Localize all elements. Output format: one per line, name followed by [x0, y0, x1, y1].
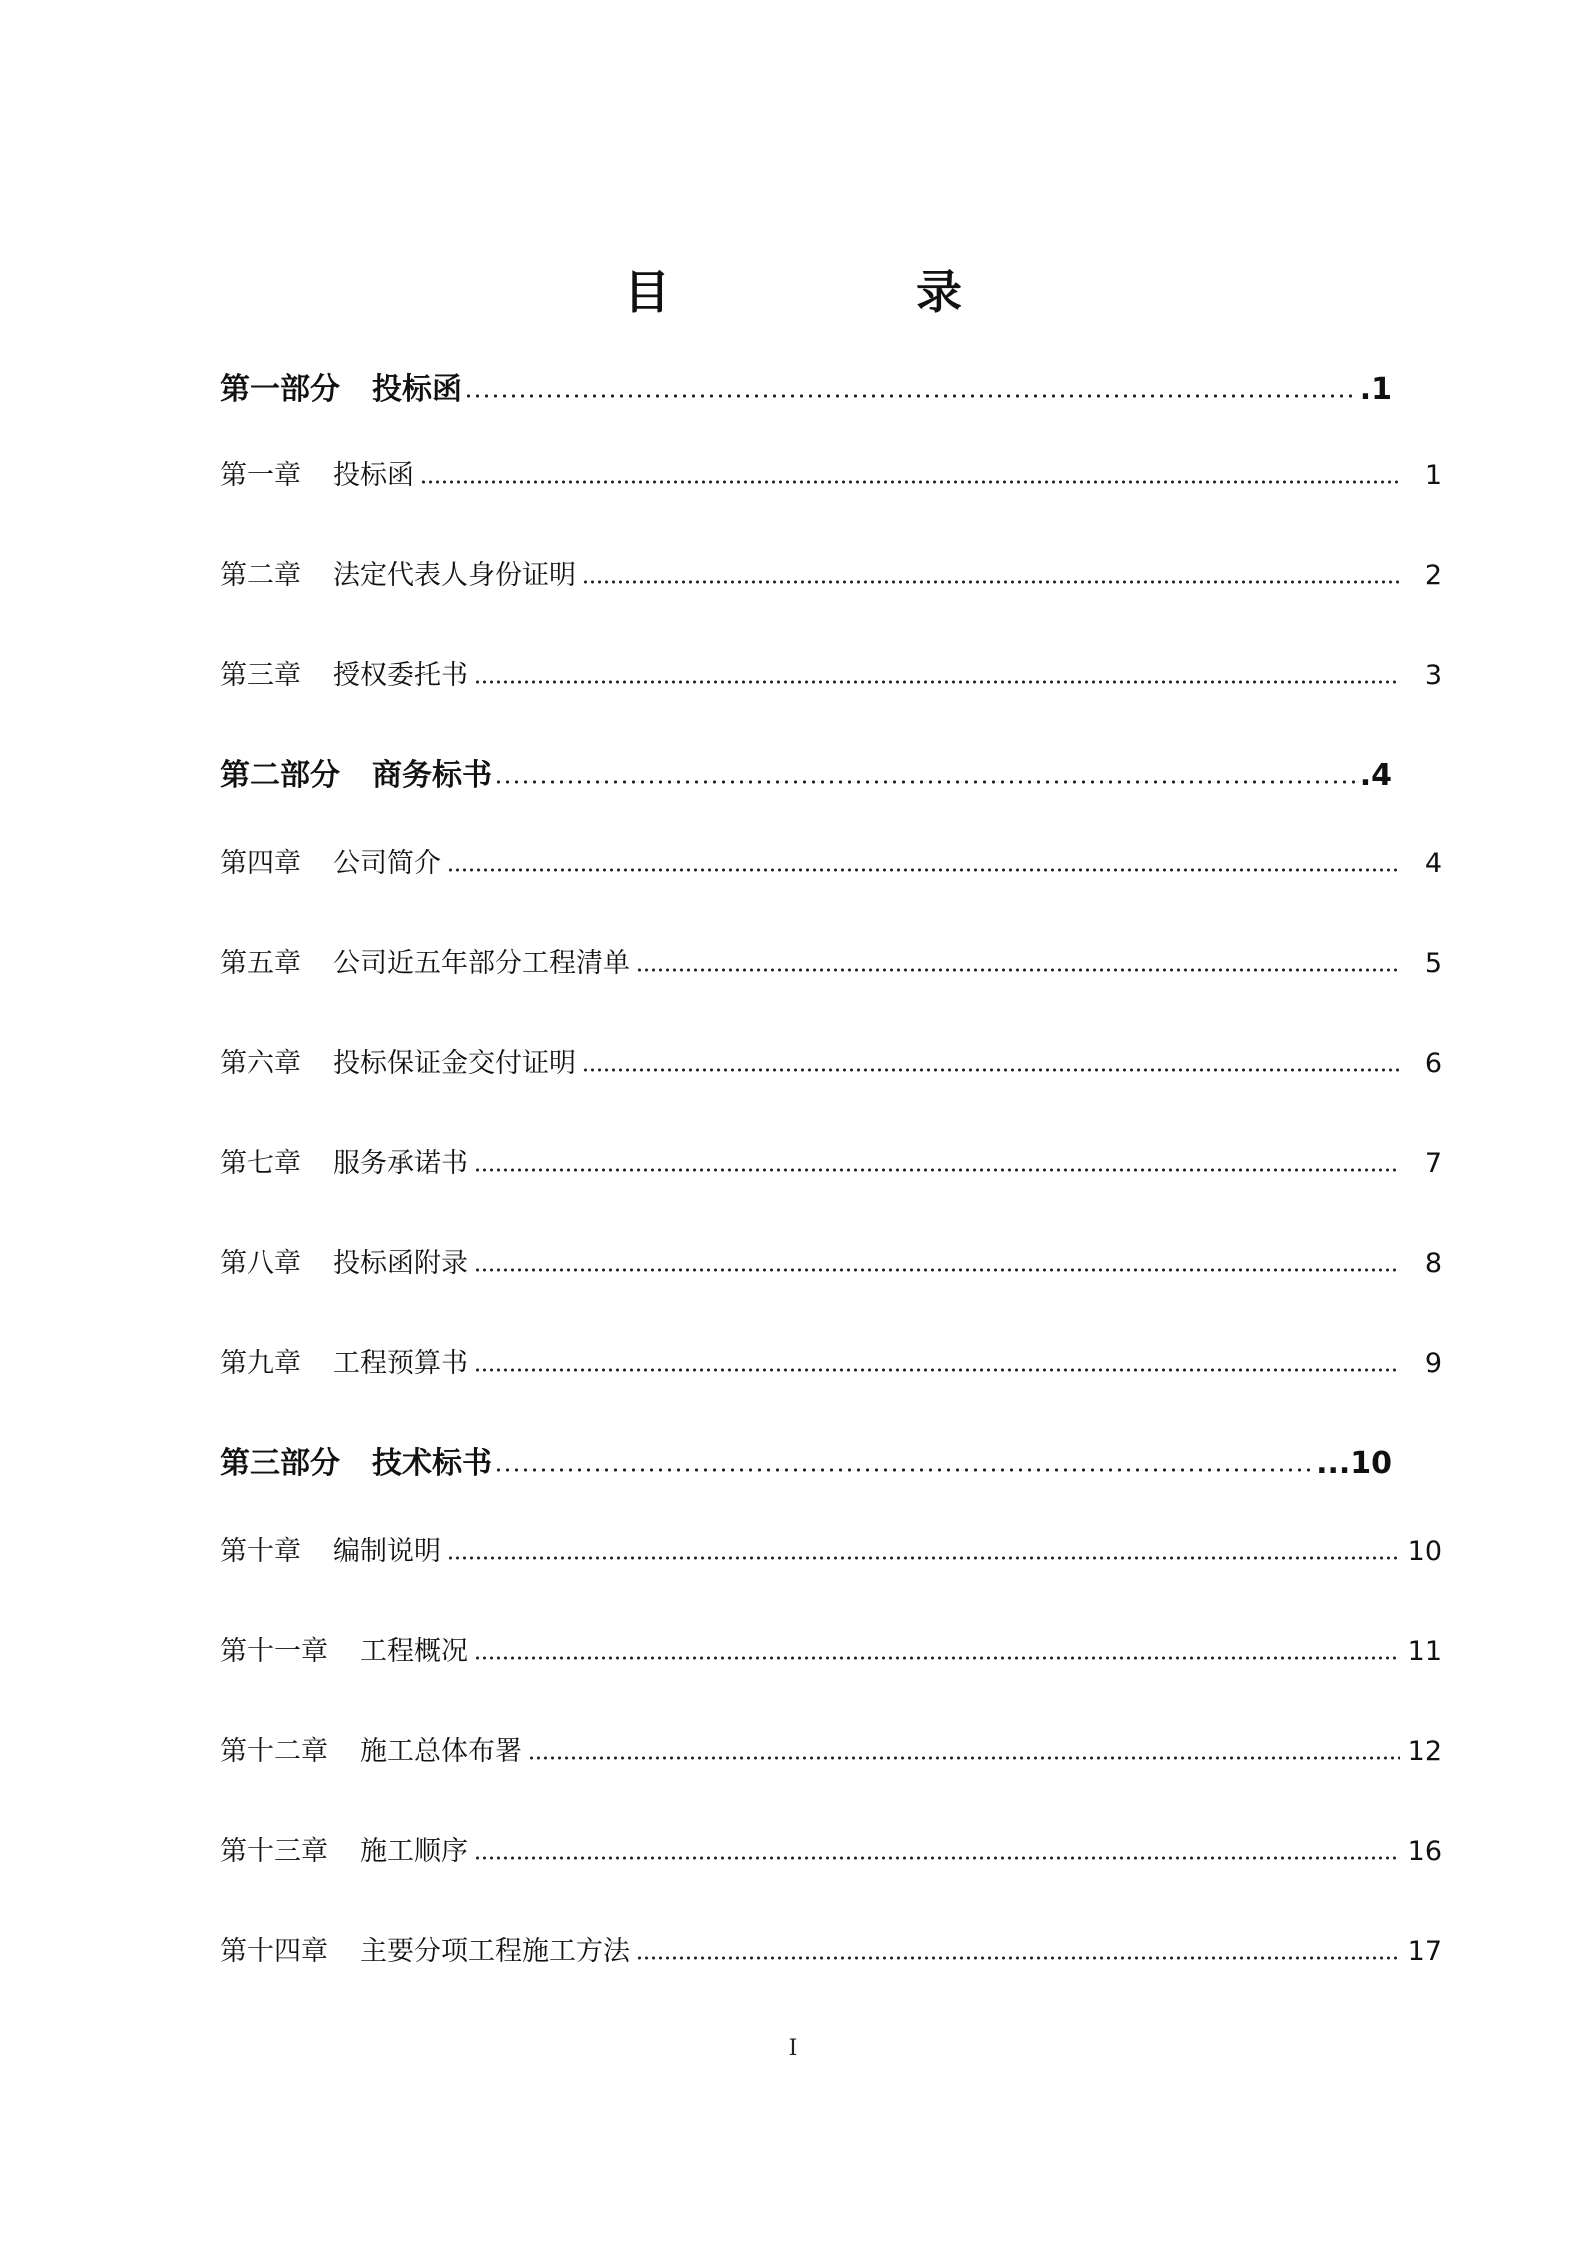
toc-dot-leader — [474, 1656, 1400, 1660]
toc-entry-page: 10 — [1407, 1536, 1442, 1567]
toc-dot-leader — [474, 1856, 1400, 1860]
toc-dot-leader — [447, 1556, 1400, 1560]
toc-dot-leader — [636, 968, 1400, 972]
toc-entry-title: 工程预算书 — [333, 1348, 468, 1379]
toc-dot-leader — [582, 1068, 1400, 1072]
toc-entry-chapter-11[interactable] — [220, 1632, 1442, 1672]
toc-entry-title: 商务标书 — [372, 758, 492, 793]
toc-entry-page: 16 — [1407, 1836, 1442, 1867]
toc-dot-leader — [447, 868, 1400, 872]
toc-entry-title: 工程概况 — [360, 1636, 468, 1667]
toc-entry-page: ...10 — [1316, 1446, 1392, 1481]
toc-entry-label: 第十四章 — [220, 1936, 328, 1967]
toc-entry-title: 主要分项工程施工方法 — [360, 1936, 630, 1967]
toc-entry-chapter-3[interactable] — [220, 656, 1442, 696]
toc-dot-leader — [420, 480, 1400, 484]
toc-entry-title: 施工总体布署 — [360, 1736, 522, 1767]
toc-dot-leader — [474, 1268, 1400, 1272]
toc-entry-label: 第二章 — [220, 560, 301, 591]
toc-entry-page: 8 — [1424, 1248, 1442, 1279]
toc-entry-page: .4 — [1359, 758, 1392, 793]
toc-entry-page: 9 — [1424, 1348, 1442, 1379]
toc-entry-page: 7 — [1424, 1148, 1442, 1179]
toc-dot-leader — [464, 394, 1358, 398]
toc-entry-chapter-10[interactable] — [220, 1532, 1442, 1572]
toc-entry-label: 第三章 — [220, 660, 301, 691]
toc-dot-leader — [636, 1956, 1400, 1960]
toc-heading: 目 录 — [624, 265, 1062, 319]
toc-entry-label: 第二部分 — [220, 758, 340, 793]
toc-entry-title: 投标函 — [372, 372, 462, 407]
toc-entry-title: 编制说明 — [333, 1536, 441, 1567]
toc-entry-page: 1 — [1424, 460, 1442, 491]
toc-entry-title: 法定代表人身份证明 — [333, 560, 576, 591]
toc-entry-label: 第六章 — [220, 1048, 301, 1079]
toc-entry-page: 17 — [1407, 1936, 1442, 1967]
toc-entry-part-3[interactable] — [220, 1444, 1392, 1484]
page-number-footer: I — [788, 2036, 798, 2061]
toc-entry-label: 第十一章 — [220, 1636, 328, 1667]
toc-entry-label: 第十三章 — [220, 1836, 328, 1867]
toc-entry-page: 5 — [1424, 948, 1442, 979]
toc-entry-label: 第七章 — [220, 1148, 301, 1179]
toc-entry-label: 第十章 — [220, 1536, 301, 1567]
toc-entry-label: 第八章 — [220, 1248, 301, 1279]
toc-dot-leader — [494, 780, 1358, 784]
toc-entry-part-2[interactable] — [220, 756, 1392, 796]
toc-entry-title: 公司近五年部分工程清单 — [333, 948, 630, 979]
toc-entry-chapter-5[interactable] — [220, 944, 1442, 984]
toc-entry-label: 第五章 — [220, 948, 301, 979]
toc-entry-label: 第三部分 — [220, 1446, 340, 1481]
toc-dot-leader — [582, 580, 1400, 584]
toc-entry-title: 技术标书 — [372, 1446, 492, 1481]
toc-entry-page: 3 — [1424, 660, 1442, 691]
toc-entry-title: 施工顺序 — [360, 1836, 468, 1867]
toc-entry-page: 12 — [1407, 1736, 1442, 1767]
toc-entry-chapter-8[interactable] — [220, 1244, 1442, 1284]
toc-entry-part-1[interactable] — [220, 370, 1392, 410]
toc-entry-page: .1 — [1359, 372, 1392, 407]
toc-dot-leader — [474, 680, 1400, 684]
toc-entry-page: 4 — [1424, 848, 1442, 879]
toc-entry-label: 第十二章 — [220, 1736, 328, 1767]
toc-entry-title: 授权委托书 — [333, 660, 468, 691]
toc-entry-chapter-14[interactable] — [220, 1932, 1442, 1972]
toc-entry-chapter-4[interactable] — [220, 844, 1442, 884]
toc-dot-leader — [474, 1368, 1400, 1372]
toc-entry-chapter-2[interactable] — [220, 556, 1442, 596]
toc-entry-chapter-6[interactable] — [220, 1044, 1442, 1084]
toc-dot-leader — [494, 1468, 1314, 1472]
toc-entry-label: 第一章 — [220, 460, 301, 491]
toc-entry-title: 投标保证金交付证明 — [333, 1048, 576, 1079]
toc-dot-leader — [528, 1756, 1400, 1760]
toc-entry-page: 2 — [1424, 560, 1442, 591]
toc-entry-chapter-9[interactable] — [220, 1344, 1442, 1384]
toc-entry-title: 服务承诺书 — [333, 1148, 468, 1179]
toc-entry-title: 公司简介 — [333, 848, 441, 879]
toc-entry-label: 第四章 — [220, 848, 301, 879]
toc-entry-chapter-12[interactable] — [220, 1732, 1442, 1772]
toc-entry-title: 投标函附录 — [333, 1248, 468, 1279]
toc-entry-chapter-1[interactable] — [220, 456, 1442, 496]
toc-entry-title: 投标函 — [333, 460, 414, 491]
toc-entry-chapter-13[interactable] — [220, 1832, 1442, 1872]
toc-dot-leader — [474, 1168, 1400, 1172]
toc-entry-chapter-7[interactable] — [220, 1144, 1442, 1184]
toc-entry-page: 6 — [1424, 1048, 1442, 1079]
toc-entry-page: 11 — [1407, 1636, 1442, 1667]
toc-entry-label: 第九章 — [220, 1348, 301, 1379]
toc-entry-label: 第一部分 — [220, 372, 340, 407]
